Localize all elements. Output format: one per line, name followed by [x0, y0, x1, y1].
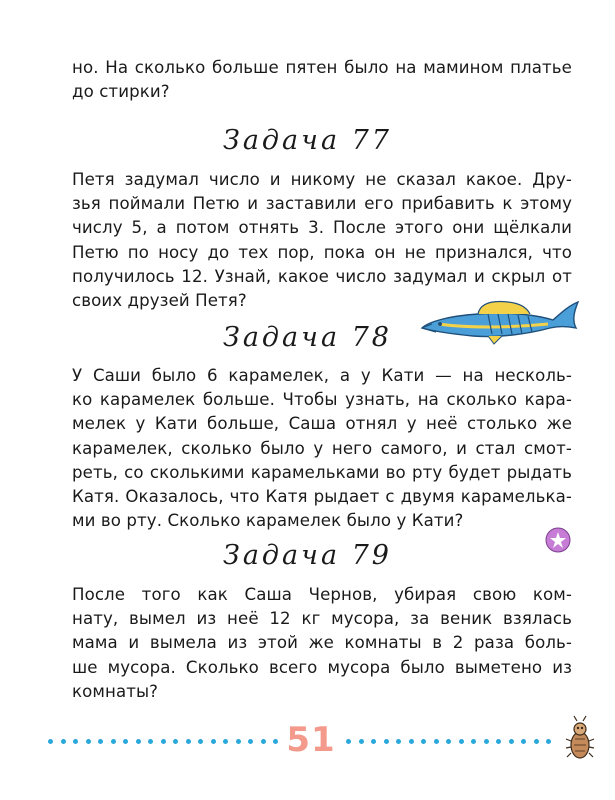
footer-dot	[111, 739, 116, 744]
footer-dots-left	[48, 739, 278, 749]
footer-dot	[273, 739, 278, 744]
footer-dot	[359, 739, 364, 744]
problem-77-line: зья поймали Петю и заставили его прибавить к этому	[72, 194, 572, 214]
footer-dot	[521, 739, 526, 744]
bug-illustration-icon	[565, 715, 595, 767]
problem-77-line: Петю по носу до тех пор, пока он не признался, что	[72, 242, 572, 262]
problem-79-text	[72, 583, 572, 704]
problem-79-line: После того как Саша Чернов, убирая свою ком-	[72, 585, 572, 604]
footer-dot	[421, 739, 426, 744]
problem-78-line: ко карамелек больше. Чтобы узнать, на сколько кара-	[72, 390, 572, 410]
footer-dot	[198, 739, 203, 744]
problem-77-line: своих друзей Петя?	[72, 291, 247, 311]
footer-dot	[136, 739, 141, 744]
problem-79-line: мама и вымела из этой же комнаты в 2 раза боль-	[72, 633, 572, 653]
footer-dot	[409, 739, 414, 744]
footer-dot	[186, 739, 191, 744]
footer-dot	[98, 739, 103, 744]
problem-79-line: нату, вымел из неё 12 кг мусора, за веник взялась	[72, 609, 572, 629]
footer-dot	[48, 739, 53, 744]
footer-dot	[236, 739, 241, 744]
problem-79-line: ше мусора. Сколько всего мусора было выметено из	[72, 657, 572, 677]
problem-78-line: реть, со сколькими карамельками во рту будет рыдать	[72, 462, 572, 482]
footer-dot	[161, 739, 166, 744]
problem-77-line: Петя задумал число и никому не сказал какое. Дру-	[72, 170, 572, 189]
footer-dot	[248, 739, 253, 744]
footer-dot	[61, 739, 66, 744]
footer-dot	[173, 739, 178, 744]
problem-78-line: мелек у Кати больше, Саша отнял у неё столько же	[72, 414, 572, 434]
footer-dot	[384, 739, 389, 744]
footer-dot	[471, 739, 476, 744]
footer-dot	[534, 739, 539, 744]
footer-dot	[148, 739, 153, 744]
intro-line: до стирки?	[72, 82, 170, 102]
footer-dot	[223, 739, 228, 744]
problem-78-line: У Саши было 6 карамелек, а у Кати — на несколь-	[72, 366, 572, 385]
footer-dot	[459, 739, 464, 744]
problem-77-title: Задача 77	[223, 125, 392, 156]
problem-77-line: получилось 12. Узнай, какое число задумал и скрыл от	[72, 266, 572, 286]
problem-78-title: Задача 78	[223, 322, 392, 353]
intro-paragraph	[72, 56, 572, 104]
problem-77-line: числу 5, а потом отнять 3. После этого они щёлкали	[72, 218, 572, 238]
footer-dot	[496, 739, 501, 744]
footer-dot	[446, 739, 451, 744]
footer-dot	[434, 739, 439, 744]
footer-dot	[73, 739, 78, 744]
problem-79-title: Задача 79	[223, 540, 392, 571]
footer-dot	[261, 739, 266, 744]
intro-line: но. На сколько больше пятен было на мамином платье	[72, 58, 572, 77]
problem-79-line: комнаты?	[72, 681, 159, 701]
footer-dot	[546, 739, 551, 744]
problem-78-line: Катя. Оказалось, что Катя рыдает с двумя карамелька-	[72, 487, 572, 507]
page-number: 51	[286, 720, 336, 760]
problem-77-text	[72, 168, 572, 313]
footer-dot	[484, 739, 489, 744]
problem-78-line: ми во рту. Сколько карамелек было у Кати?	[72, 511, 464, 531]
problem-78-text	[72, 364, 572, 533]
footer-dot	[123, 739, 128, 744]
problem-78-line: карамелек, сколько было у него самого, и стал смот-	[72, 438, 572, 458]
footer-dot	[346, 739, 351, 744]
footer-dot	[396, 739, 401, 744]
footer-dot	[371, 739, 376, 744]
footer-dot	[509, 739, 514, 744]
footer-dot	[211, 739, 216, 744]
footer-dots-right	[346, 739, 556, 749]
footer-dot	[86, 739, 91, 744]
